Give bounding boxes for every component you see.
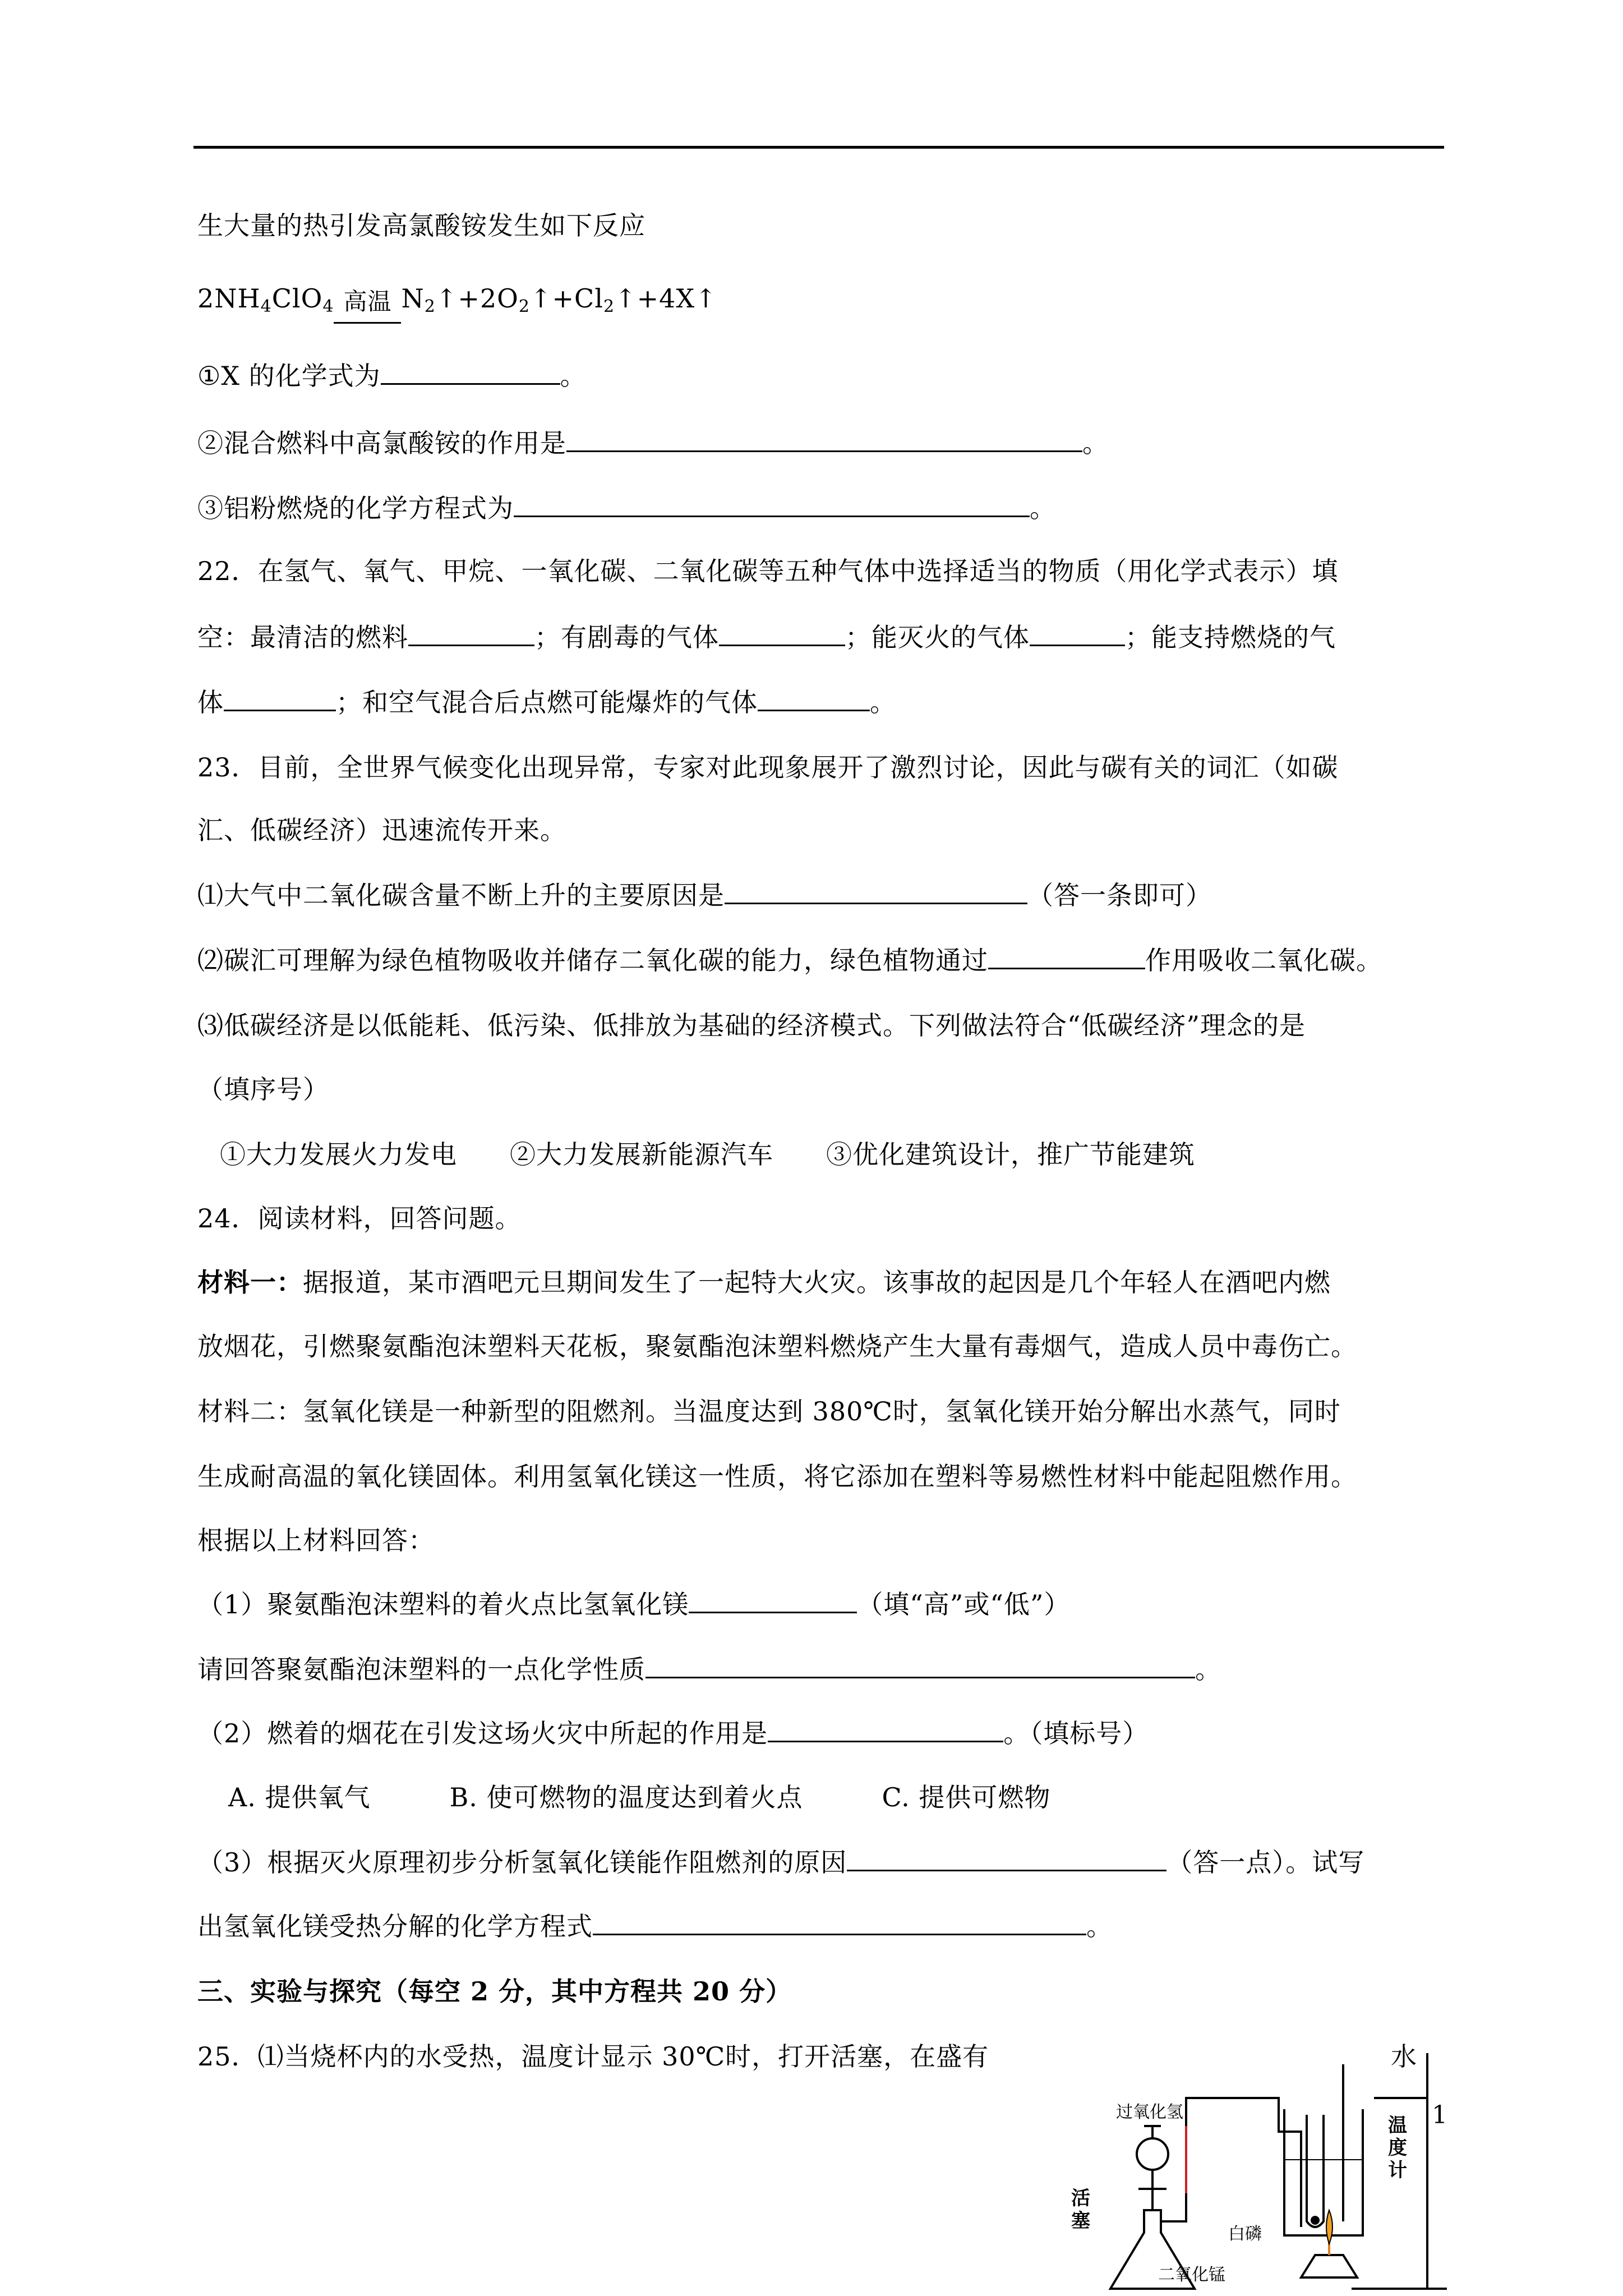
question-text: 。 [870,687,896,717]
options-text: A. 提供氧气 B. 使可燃物的温度达到着火点 C. 提供可燃物 [202,1782,1051,1812]
formula-subscript: 2 [603,297,615,316]
question-line [197,359,587,393]
options-line [220,1138,1195,1171]
answer-blank[interactable] [768,1717,1003,1742]
formula-part: ↑+4X↑ [615,283,717,314]
formula-subscript: 2 [518,297,530,316]
material-line [197,1395,1341,1428]
apparatus-figure [1060,2042,1453,2296]
material-text: 生成耐高温的氧化镁固体。利用氢氧化镁这一性质，将它添加在塑料等易燃性材料中能起阻燃作用。 [197,1461,1357,1492]
question-text: 水 [1391,2041,1417,2072]
material-line [197,1266,1331,1299]
question-text: 。（填标号） [1003,1718,1149,1749]
page-number: 1 [1432,2101,1447,2129]
question-text: ；和空气混合后点燃可能爆炸的气体 [336,687,758,717]
question-text: 出氢氧化镁受热分解的化学方程式 [197,1911,593,1941]
formula-subscript: 4 [322,297,334,316]
answer-blank[interactable] [1030,621,1125,646]
answer-blank[interactable] [689,1588,857,1613]
answer-blank[interactable] [719,621,845,646]
question-line [197,1202,522,1235]
answer-blank[interactable] [725,879,1027,904]
label-thermo-2: 度 [1388,2137,1407,2159]
reaction-condition-label: 高温 [343,288,392,315]
question-line [197,751,1339,784]
question-line [197,426,1109,460]
text-line [197,209,645,242]
formula-part: N [401,283,425,314]
question-line [197,1653,1221,1686]
material-text: 据报道，某市酒吧元旦期间发生了一起特大火灾。该事故的起因是几个年轻人在酒吧内燃 [303,1267,1331,1297]
flame [1326,2210,1332,2244]
material-text: 根据以上材料回答： [197,1525,435,1556]
question-line [197,554,1339,588]
question-text: 25．⑴当烧杯内的水受热，温度计显示 30℃时，打开活塞，在盛有 [197,2041,989,2072]
answer-blank[interactable] [758,686,870,711]
answer-blank[interactable] [514,492,1030,517]
question-line [197,944,1382,977]
question-line [197,813,566,847]
question-line [197,491,1056,525]
question-line [197,1846,1364,1879]
formula-subscript: 2 [424,297,436,316]
question-text: ⑴大气中二氧化碳含量不断上升的主要原因是 [197,880,725,910]
question-text: （答一点）。试写 [1166,1847,1365,1878]
question-text: 23．目前，全世界气候变化出现异常，专家对此现象展开了激烈讨论，因此与碳有关的词汇（如碳 [197,752,1339,783]
reaction-equation [197,282,717,324]
answer-blank[interactable] [381,360,560,385]
question-line [197,1717,1149,1750]
options-text: ①大力发展火力发电 ②大力发展新能源汽车 ③优化建筑设计，推广节能建筑 [220,1139,1195,1170]
label-valve-2: 塞 [1071,2210,1090,2232]
answer-blank[interactable] [408,621,534,646]
label-h2o2: 过氧化氢 [1116,2102,1183,2122]
white-phosphorus [1311,2216,1320,2225]
options-line [202,1780,1050,1814]
question-text: 体 [197,687,224,717]
answer-blank[interactable] [566,427,1082,452]
question-text: （1）聚氨酯泡沫塑料的着火点比氢氧化镁 [197,1589,689,1619]
question-text: （填“高”或“低”） [857,1589,1071,1619]
section-heading [197,1975,792,2008]
question-line [197,1073,329,1106]
reaction-condition [334,288,401,324]
label-mno2: 二氧化锰 [1158,2265,1225,2285]
question-line [197,2040,989,2073]
question-line [197,1009,1306,1042]
question-text: ⑵碳汇可理解为绿色植物吸收并储存二氧化碳的能力，绿色植物通过 [197,945,988,976]
question-text: 汇、低碳经济）迅速流传开来。 [197,815,566,845]
material-line [197,1460,1357,1493]
question-text: 22．在氢气、氧气、甲烷、一氧化碳、二氧化碳等五种气体中选择适当的物质（用化学式表示）填 [197,556,1339,586]
question-text: （填序号） [197,1074,329,1105]
question-text: 24．阅读材料，回答问题。 [197,1203,522,1234]
question-text: 。 [1082,428,1109,458]
alcohol-burner [1301,2255,1357,2277]
label-thermo-3: 计 [1388,2159,1407,2182]
question-text: ②混合燃料中高氯酸铵的作用是 [197,428,566,458]
section-heading-text: 三、实验与探究（每空 2 分，其中方程共 20 分） [197,1976,792,2007]
formula-part: ↑+Cl [529,283,603,314]
answer-blank[interactable] [847,1846,1166,1871]
separatory-funnel [1137,2138,1168,2170]
formula-part: ↑+2O [435,283,519,314]
material-line [197,1524,435,1557]
material-line [197,1329,1357,1363]
question-text: 空：最清洁的燃料 [197,622,408,652]
question-text: 。 [1195,1654,1221,1685]
question-text: ①X 的化学式为 [197,361,381,391]
question-text: ；能灭火的气体 [845,622,1030,652]
question-text: 请回答聚氨酯泡沫塑料的一点化学性质 [197,1654,645,1685]
answer-blank[interactable] [224,686,336,711]
question-line [197,878,1212,912]
question-text: ；能支持燃烧的气 [1125,622,1336,652]
question-text: ；有剧毒的气体 [534,622,719,652]
material-label: 材料一： [197,1267,303,1297]
label-phos: 白磷 [1228,2224,1262,2244]
question-text: ③铝粉燃烧的化学方程式为 [197,493,514,523]
question-text: （2）燃着的烟花在引发这场火灾中所起的作用是 [197,1718,768,1749]
label-valve-1: 活 [1071,2187,1090,2210]
question-line [197,1588,1070,1621]
question-text: ⑶低碳经济是以低能耗、低污染、低排放为基础的经济模式。下列做法符合“低碳经济”理念的是 [197,1010,1306,1041]
test-tube [1307,2115,1324,2227]
header-rule [193,146,1444,149]
question-text: （答一条即可） [1027,880,1212,910]
material-text: 放烟花，引燃聚氨酯泡沫塑料天花板，聚氨酯泡沫塑料燃烧产生大量有毒烟气，造成人员中毒伤亡。 [197,1331,1357,1361]
question-text: 。 [1030,493,1056,523]
answer-blank[interactable] [988,944,1145,969]
question-text: 。 [1086,1911,1113,1941]
formula-subscript: 4 [260,297,272,316]
question-text: （3）根据灭火原理初步分析氢氧化镁能作阻燃剂的原因 [197,1847,847,1878]
formula-part: ClO [271,283,323,314]
formula-part: 2NH [197,283,261,314]
paragraph-text: 生大量的热引发高氯酸铵发生如下反应 [197,210,645,241]
label-thermo-1: 温 [1388,2114,1407,2137]
question-text: 作用吸收二氧化碳。 [1145,945,1382,976]
question-text: 。 [560,361,587,391]
answer-blank[interactable] [645,1653,1195,1678]
answer-blank[interactable] [593,1910,1086,1935]
question-line [197,620,1336,654]
question-line [197,1910,1113,1943]
question-line [197,685,896,719]
material-text: 材料二：氢氧化镁是一种新型的阻燃剂。当温度达到 380℃时，氢氧化镁开始分解出水蒸气，同时 [197,1396,1341,1427]
